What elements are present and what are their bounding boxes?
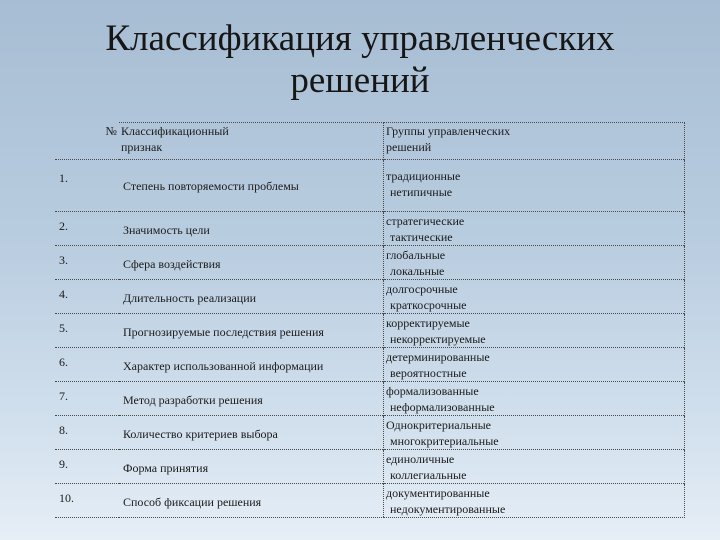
- row-number: 6.: [55, 348, 119, 382]
- row-group-item: краткосрочные: [390, 298, 467, 312]
- row-groups: [384, 160, 685, 212]
- table-row: [55, 484, 685, 518]
- row-group-item: документированные: [386, 486, 490, 500]
- row-sign: [119, 450, 384, 484]
- row-groups: [384, 314, 685, 348]
- row-groups: [384, 212, 685, 246]
- row-groups: [384, 382, 685, 416]
- table-row: [55, 160, 685, 212]
- table-header-row: [55, 123, 685, 160]
- row-sign-label: Характер использованной информации: [123, 359, 324, 373]
- row-number: 10.: [55, 484, 119, 518]
- row-sign: [119, 484, 384, 518]
- row-number: 3.: [55, 246, 119, 280]
- row-sign-label: Количество критериев выбора: [123, 427, 278, 441]
- row-sign-label: Длительность реализации: [123, 291, 257, 305]
- slide-title: [0, 18, 720, 102]
- row-sign: [119, 382, 384, 416]
- row-sign-label: Форма принятия: [123, 461, 209, 475]
- row-group-item: недокументированные: [390, 502, 506, 516]
- row-sign: [119, 246, 384, 280]
- table-row: [55, 416, 685, 450]
- row-group-item: локальные: [390, 264, 445, 278]
- header-group-line-2: решений: [386, 140, 432, 154]
- row-sign: [119, 348, 384, 382]
- row-sign: [119, 280, 384, 314]
- row-number: 4.: [55, 280, 119, 314]
- row-sign: [119, 160, 384, 212]
- row-number: 8.: [55, 416, 119, 450]
- table-row: [55, 382, 685, 416]
- row-group-item: глобальные: [386, 248, 446, 262]
- row-group-item: формализованные: [386, 384, 479, 398]
- row-group-item: единоличные: [386, 452, 455, 466]
- header-group: [384, 123, 685, 160]
- row-groups: [384, 416, 685, 450]
- row-group-item: детерминированные: [386, 350, 490, 364]
- row-sign: [119, 314, 384, 348]
- table-row: [55, 314, 685, 348]
- row-number: 2.: [55, 212, 119, 246]
- row-group-item: вероятностные: [390, 366, 467, 380]
- row-group-item: стратегические: [386, 214, 465, 228]
- row-sign-label: Способ фиксации решения: [123, 495, 262, 509]
- header-sign: [119, 123, 384, 160]
- row-groups: [384, 348, 685, 382]
- classification-table: [55, 122, 685, 518]
- row-group-item: многокритериальные: [390, 434, 499, 448]
- row-sign-label: Прогнозируемые последствия решения: [123, 325, 324, 339]
- row-sign-label: Сфера воздействия: [123, 257, 221, 271]
- row-group-item: традиционные: [386, 169, 461, 183]
- row-group-item: долгосрочные: [386, 282, 458, 296]
- table-row: [55, 280, 685, 314]
- table-row: [55, 246, 685, 280]
- header-number: №: [105, 123, 117, 138]
- row-group-item: нетипичные: [390, 185, 453, 199]
- row-sign-label: Степень повторяемости проблемы: [123, 179, 299, 193]
- row-group-item: неформализованные: [390, 400, 495, 414]
- table-row: [55, 450, 685, 484]
- row-groups: [384, 484, 685, 518]
- row-number: 7.: [55, 382, 119, 416]
- row-group-item: корректируемые: [386, 316, 470, 330]
- row-group-item: тактические: [390, 230, 453, 244]
- header-group-line-1: Группы управленческих: [386, 124, 511, 138]
- table-row: [55, 348, 685, 382]
- row-groups: [384, 246, 685, 280]
- row-group-item: коллегиальные: [390, 468, 467, 482]
- row-number: 1.: [55, 160, 119, 212]
- row-sign-label: Метод разработки решения: [123, 393, 263, 407]
- row-number: 9.: [55, 450, 119, 484]
- row-group-item: Однокритериальные: [386, 418, 491, 432]
- header-sign-line-2: признак: [121, 140, 163, 154]
- row-groups: [384, 280, 685, 314]
- row-sign-label: Значимость цели: [123, 223, 210, 237]
- row-sign: [119, 416, 384, 450]
- row-group-item: некорректируемые: [390, 332, 486, 346]
- table-row: [55, 212, 685, 246]
- title-line-2: решений: [290, 60, 430, 101]
- row-groups: [384, 450, 685, 484]
- row-number: 5.: [55, 314, 119, 348]
- title-line-1: Классификация управленческих: [105, 18, 615, 59]
- row-sign: [119, 212, 384, 246]
- header-sign-line-1: Классификационный: [121, 124, 229, 138]
